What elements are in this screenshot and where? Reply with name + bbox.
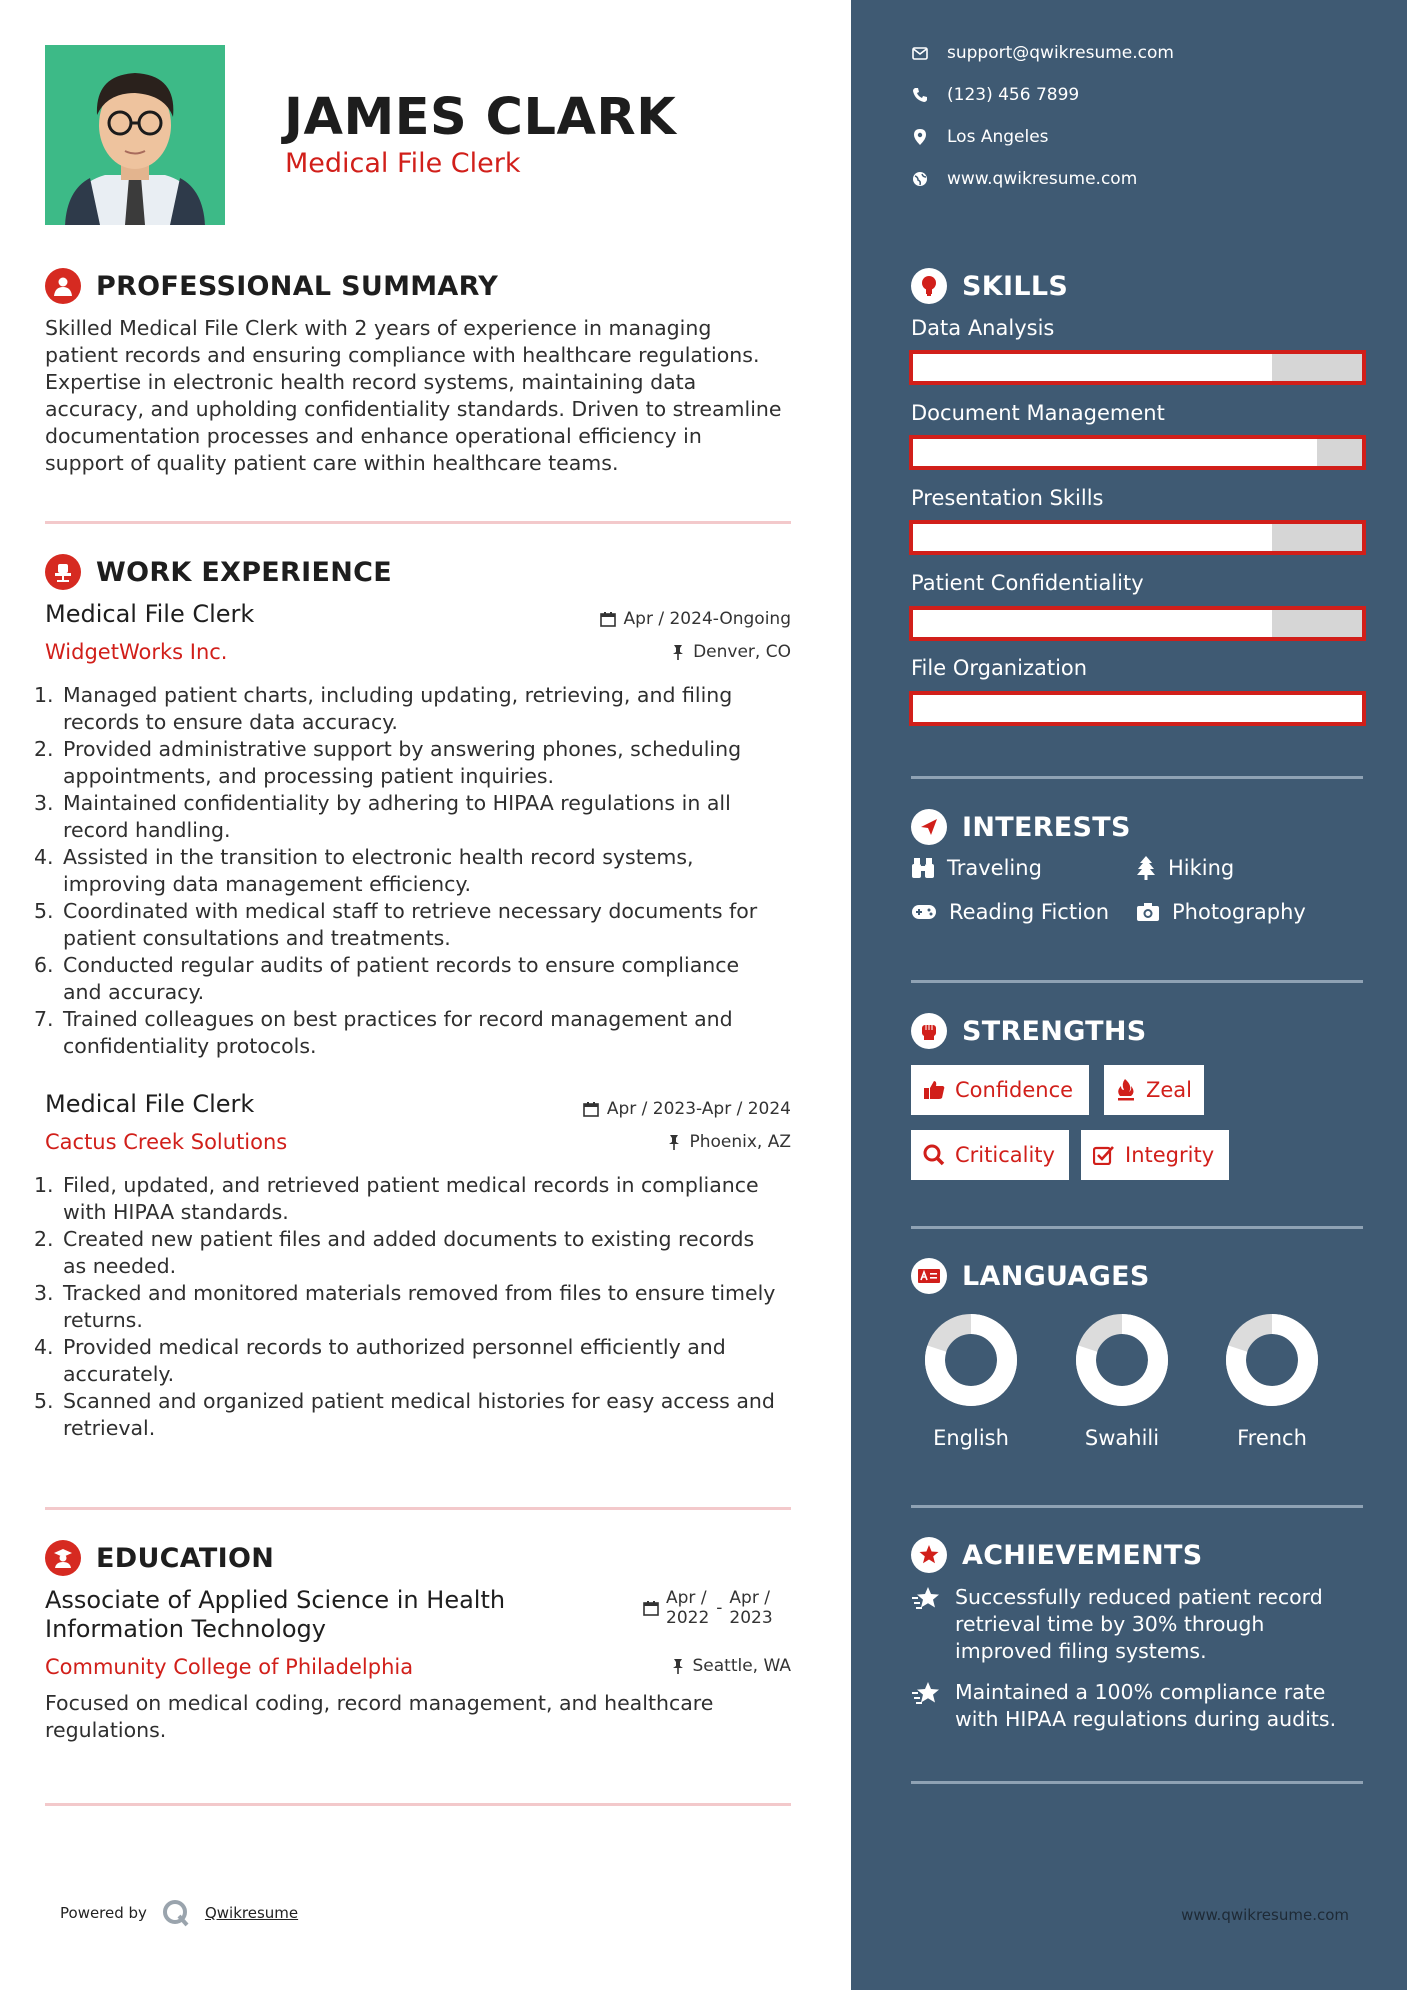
envelope-icon: [911, 44, 929, 62]
achievements-heading: [911, 1537, 1203, 1573]
section-divider: [911, 1226, 1363, 1229]
section-divider: [911, 980, 1363, 983]
language-label: Swahili: [1084, 1426, 1160, 1450]
school-name: Community College of Philadelphia: [45, 1655, 414, 1679]
summary-line: support of quality patient care within healthcare teams.: [45, 451, 619, 475]
section-divider: [911, 776, 1363, 779]
powered-by-label: Powered by: [60, 1904, 147, 1922]
list-item: 7. Trained colleagues on best practices for record management and confidentiality protocols.: [34, 1007, 733, 1058]
degree-title: [45, 1586, 505, 1644]
strengths-heading: [911, 1013, 1147, 1049]
language-ring: [1224, 1312, 1320, 1408]
footer-website-link[interactable]: www.qwikresume.com: [1181, 1906, 1349, 1924]
candidate-title: Medical File Clerk: [285, 148, 521, 179]
tree-icon: [1136, 856, 1156, 880]
achievement-item: [911, 1679, 1371, 1733]
job-location-text: Phoenix, AZ: [689, 1132, 791, 1152]
globe-icon: [911, 170, 929, 188]
interest-item: [911, 856, 1042, 880]
strength-label: Criticality: [955, 1143, 1055, 1167]
fist-icon: [911, 1013, 947, 1049]
calendar-icon: [643, 1600, 659, 1616]
experience-title: WORK EXPERIENCE: [96, 556, 392, 588]
skills-heading: [911, 268, 1068, 304]
section-divider: [45, 1803, 791, 1806]
contact-website: [911, 169, 1137, 189]
section-divider: [45, 1507, 791, 1510]
qwikresume-link[interactable]: Qwikresume: [204, 1904, 299, 1922]
achievements-title: ACHIEVEMENTS: [962, 1539, 1203, 1571]
skill-name: Presentation Skills: [911, 486, 1104, 510]
website-link[interactable]: www.qwikresume.com: [947, 169, 1138, 189]
job-date-text: Apr / 2024-Ongoing: [623, 609, 791, 629]
job-duties: [34, 682, 794, 1060]
interest-label: Hiking: [1168, 856, 1235, 880]
education-location-text: Seattle, WA: [692, 1656, 791, 1676]
interest-label: Traveling: [947, 856, 1042, 880]
contact-location-text: Los Angeles: [947, 127, 1049, 147]
skill-name: Data Analysis: [911, 316, 1055, 340]
skill-name: Document Management: [911, 401, 1165, 425]
pin-icon: [667, 1134, 681, 1150]
education-desc-line: Focused on medical coding, record management, and healthcare: [45, 1691, 714, 1715]
achievement-item: [911, 1584, 1371, 1665]
language-item: [1212, 1312, 1332, 1450]
camera-icon: [1136, 902, 1160, 922]
job-date: [583, 1099, 791, 1119]
list-item: 3. Maintained confidentiality by adhering to HIPAA regulations in all record handling.: [34, 791, 731, 842]
education-desc-line: regulations.: [45, 1718, 167, 1742]
profile-photo: [45, 45, 225, 225]
list-item: 2. Provided administrative support by answering phones, scheduling appointments, and processing patient inquiries.: [34, 737, 742, 788]
checkbox-icon: [1093, 1145, 1115, 1165]
job-title: Medical File Clerk: [45, 1090, 255, 1118]
strength-badge: [911, 1130, 1069, 1180]
skill-bar-fill: [913, 354, 1272, 381]
skill-bar: [909, 520, 1366, 555]
award-star-icon: [911, 1537, 947, 1573]
skill-bar: [909, 350, 1366, 385]
candidate-name: JAMES CLARK: [284, 88, 677, 147]
strength-badge: [1104, 1065, 1204, 1115]
interests-heading: [911, 809, 1131, 845]
summary-text: [45, 315, 795, 477]
interest-item: [1136, 900, 1306, 924]
degree-line: Associate of Applied Science in Health: [45, 1586, 506, 1614]
job-date: [600, 609, 791, 629]
calendar-icon: [583, 1101, 599, 1117]
date-end: Apr / 2023: [729, 1588, 773, 1628]
contact-location: [911, 127, 1049, 147]
pin-icon: [671, 1658, 685, 1674]
map-marker-icon: [911, 128, 929, 146]
language-ring: [1074, 1312, 1170, 1408]
job-location: [667, 1132, 791, 1152]
skill-name: Patient Confidentiality: [911, 571, 1144, 595]
fire-icon: [1116, 1079, 1136, 1101]
interest-item: [911, 900, 1109, 924]
skill-bar: [909, 691, 1366, 726]
footer-powered-by: [60, 1898, 298, 1928]
paper-plane-icon: [911, 809, 947, 845]
achievement-text: Maintained a 100% compliance rate with HIPAA regulations during audits.: [955, 1680, 1337, 1731]
date-start: Apr / 2022: [666, 1588, 710, 1628]
list-item: 5. Scanned and organized patient medical histories for easy access and retrieval.: [34, 1389, 775, 1440]
skill-bar: [909, 435, 1366, 470]
date-separator: -: [716, 1598, 723, 1618]
interest-label: Photography: [1172, 900, 1306, 924]
list-item: 4. Assisted in the transition to electronic health record systems, improving data management efficiency.: [34, 845, 694, 896]
summary-title: PROFESSIONAL SUMMARY: [96, 270, 499, 302]
user-icon: [45, 268, 81, 304]
language-item: [911, 1312, 1031, 1450]
star-badge-icon: [911, 1679, 943, 1733]
experience-heading: [45, 554, 392, 590]
graduate-icon: [45, 1540, 81, 1576]
thumbs-up-icon: [923, 1080, 945, 1100]
summary-line: accuracy, and upholding confidentiality standards. Driven to streamline: [45, 397, 782, 421]
gamepad-icon: [911, 903, 937, 921]
list-item: 1. Managed patient charts, including updating, retrieving, and filing records to ensure data accuracy.: [34, 683, 733, 734]
contact-phone-text: (123) 456 7899: [947, 85, 1080, 105]
company-name: Cactus Creek Solutions: [45, 1130, 288, 1154]
person-avatar-icon: [45, 45, 225, 225]
education-location: [671, 1656, 792, 1676]
strength-label: Integrity: [1125, 1143, 1215, 1167]
summary-line: patient records and ensuring compliance with healthcare regulations.: [45, 343, 760, 367]
phone-icon: [911, 86, 929, 104]
list-item: 3. Tracked and monitored materials removed from files to ensure timely returns.: [34, 1281, 776, 1332]
languages-heading: [911, 1258, 1150, 1294]
section-divider: [911, 1781, 1363, 1784]
contact-email-text: support@qwikresume.com: [947, 43, 1174, 63]
list-item: 6. Conducted regular audits of patient records to ensure compliance and accuracy.: [34, 953, 740, 1004]
list-item: 2. Created new patient files and added documents to existing records as needed.: [34, 1227, 755, 1278]
qwikresume-logo-icon: [161, 1898, 191, 1928]
list-item: 5. Coordinated with medical staff to retrieve necessary documents for patient consultations and treatments.: [34, 899, 758, 950]
interests-title: INTERESTS: [962, 811, 1131, 843]
skills-title: SKILLS: [962, 270, 1069, 302]
lightbulb-icon: [911, 268, 947, 304]
education-title: EDUCATION: [96, 1542, 275, 1574]
section-divider: [911, 1505, 1363, 1508]
language-label: English: [933, 1426, 1009, 1450]
star-badge-icon: [911, 1584, 943, 1665]
contact-phone: [911, 85, 1079, 105]
binoculars-icon: [911, 857, 935, 879]
strengths-title: STRENGTHS: [962, 1015, 1147, 1047]
strength-label: Confidence: [955, 1078, 1074, 1102]
section-divider: [45, 521, 791, 524]
job-location: [671, 642, 791, 662]
pin-icon: [671, 644, 685, 660]
interest-label: Reading Fiction: [949, 900, 1110, 924]
job-date-text: Apr / 2023-Apr / 2024: [606, 1099, 791, 1119]
education-heading: [45, 1540, 274, 1576]
language-label: French: [1237, 1426, 1307, 1450]
skill-bar: [909, 606, 1366, 641]
strength-badge: [1081, 1130, 1229, 1180]
summary-line: documentation processes and enhance operational efficiency in: [45, 424, 702, 448]
achievement-text: Successfully reduced patient record retrieval time by 30% through improved filing systems.: [955, 1585, 1323, 1663]
calendar-icon: [600, 611, 616, 627]
summary-line: Expertise in electronic health record systems, maintaining data: [45, 370, 697, 394]
job-location-text: Denver, CO: [693, 642, 791, 662]
education-date: [643, 1588, 773, 1628]
briefcase-chair-icon: [45, 554, 81, 590]
skill-bar-fill: [913, 524, 1272, 551]
translate-icon: [911, 1258, 947, 1294]
summary-heading: [45, 268, 498, 304]
education-description: [45, 1690, 795, 1744]
language-ring: [923, 1312, 1019, 1408]
skill-bar-fill: [913, 439, 1317, 466]
language-item: [1062, 1312, 1182, 1450]
skill-bar-fill: [913, 610, 1272, 637]
summary-line: Skilled Medical File Clerk with 2 years of experience in managing: [45, 316, 712, 340]
degree-line: Information Technology: [45, 1615, 326, 1643]
job-title: Medical File Clerk: [45, 600, 255, 628]
contact-email: [911, 43, 1174, 63]
skill-bar-fill: [913, 695, 1362, 722]
skill-name: File Organization: [911, 656, 1088, 680]
magnifier-icon: [923, 1144, 945, 1166]
sidebar: [851, 0, 1407, 1990]
strength-label: Zeal: [1145, 1078, 1192, 1102]
strength-badge: [911, 1065, 1089, 1115]
job-duties: [34, 1172, 794, 1442]
list-item: 1. Filed, updated, and retrieved patient medical records in compliance with HIPAA standards.: [34, 1173, 759, 1224]
list-item: 4. Provided medical records to authorized personnel efficiently and accurately.: [34, 1335, 726, 1386]
company-name: WidgetWorks Inc.: [45, 640, 228, 664]
interest-item: [1136, 856, 1234, 880]
languages-title: LANGUAGES: [962, 1260, 1150, 1292]
